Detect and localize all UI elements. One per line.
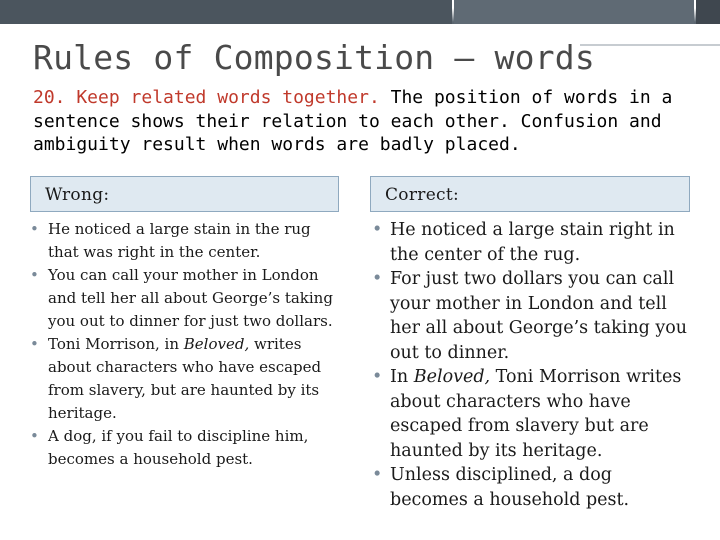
rule-paragraph [33,86,693,157]
example-text: He noticed a large stain right in the center of the rug. [390,220,675,265]
slide-title: Rules of Composition – words [33,38,595,77]
bullet-icon: • [30,335,39,353]
top-bar-segment [0,0,452,24]
bullet-icon: • [372,367,383,387]
wrong-header-label: Wrong: [45,185,110,205]
bullet-icon: • [372,220,383,240]
top-bar-segment [454,0,694,24]
book-title: Beloved, [413,367,491,387]
wrong-column-header [30,176,339,212]
example-text-pre: Toni Morrison, in [48,335,184,353]
top-bar-segment [696,0,720,24]
example-text-post: Toni Morrison writes about characters who have escaped from slavery but are haunted by its heritage. [390,367,682,461]
bullet-icon: • [372,465,383,485]
wrong-column [30,218,340,471]
list-item [372,218,692,267]
example-text: Unless disciplined, a dog becomes a household pest. [390,465,630,510]
correct-column [372,218,692,512]
wrong-examples-list [30,218,340,471]
list-item [30,425,340,471]
example-text: For just two dollars you can call your mother in London and tell her all about George’s taking you out to dinner. [390,269,688,363]
correct-column-header [370,176,690,212]
example-text: You can call your mother in London and tell her all about George’s taking you out to dinner for just two dollars. [48,266,333,330]
rule-heading: 20. Keep related words together. [33,87,380,108]
correct-examples-list [372,218,692,512]
bullet-icon: • [30,427,39,445]
list-item [30,333,340,425]
bullet-icon: • [372,269,383,289]
list-item [30,218,340,264]
correct-header-label: Correct: [385,185,460,205]
bullet-icon: • [30,220,39,238]
example-text-post: writes about characters who have escaped from slavery, but are haunted by its heritage. [48,335,322,422]
example-text-pre: In [390,367,414,387]
list-item [30,264,340,333]
list-item [372,267,692,365]
example-text: A dog, if you fail to discipline him, becomes a household pest. [48,427,309,468]
bullet-icon: • [30,266,39,284]
list-item [372,463,692,512]
book-title: Beloved, [183,335,250,353]
rule-text: The position of words in a sentence shows their relation to each other. Confusion and ambiguity result when words are badly placed. [33,87,673,155]
example-text: He noticed a large stain in the rug that was right in the center. [48,220,311,261]
title-accent-line [580,44,720,46]
list-item [372,365,692,463]
